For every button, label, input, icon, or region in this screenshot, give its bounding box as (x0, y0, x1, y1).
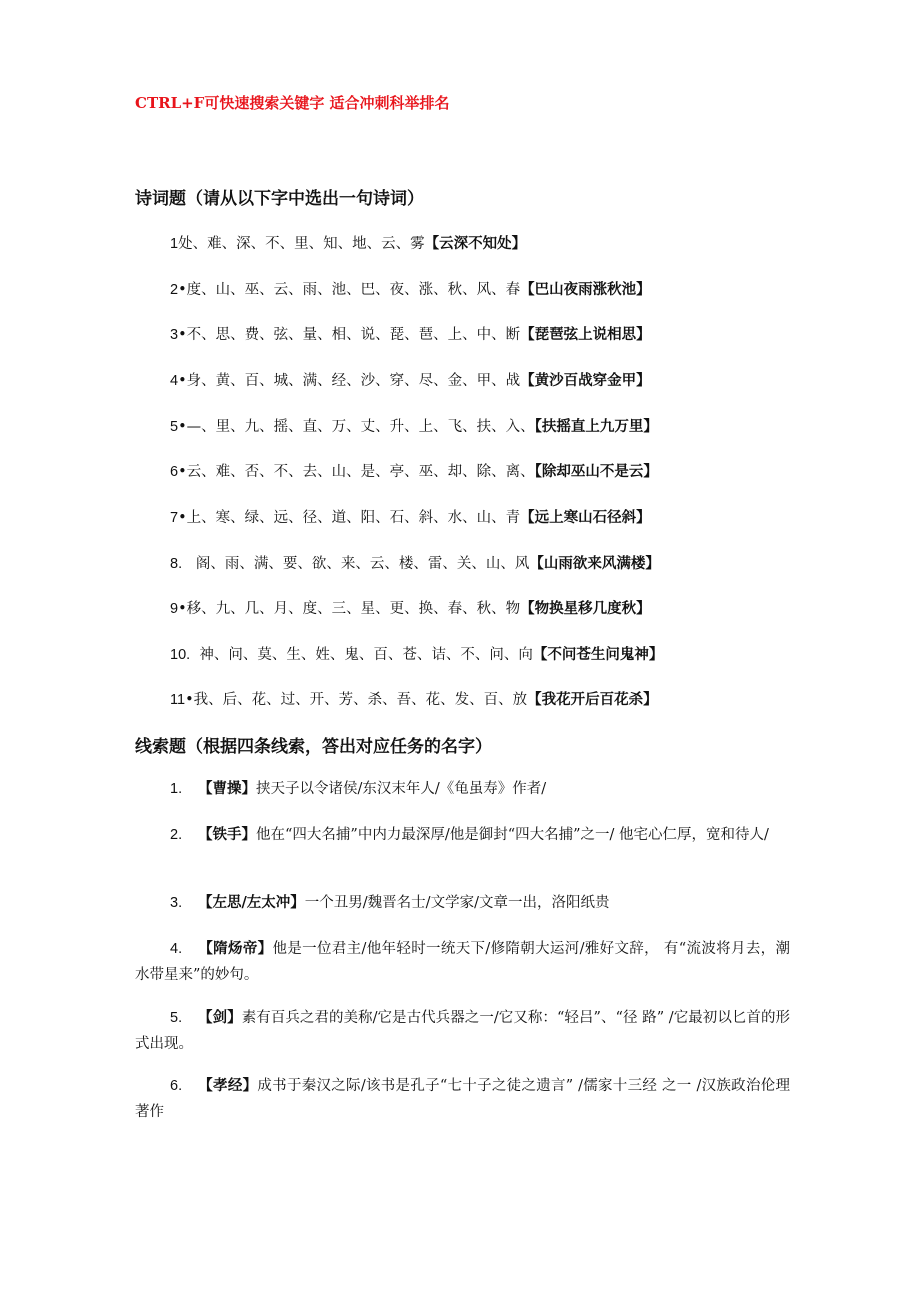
poem-item (170, 597, 651, 618)
poem-item-number: 10. (170, 647, 191, 663)
clue-item-number: 4. (170, 941, 183, 957)
poem-item-answer: 【山雨欲来风满楼】 (529, 555, 660, 572)
clue-section-heading: 线索题（根据四条线索，答出对应任务的名字） (135, 737, 492, 757)
poem-item-separator (182, 556, 196, 572)
clue-item-answer: 【隋炀帝】 (198, 940, 273, 957)
poem-item (170, 278, 651, 299)
poem-item-answer: 【黄沙百战穿金甲】 (520, 372, 651, 389)
clue-item-answer: 【孝经】 (198, 1077, 258, 1094)
clue-item-text: 挟天子以令诸侯/东汉末年人/《龟虽寿》作者/ (256, 781, 547, 797)
clue-item (135, 1005, 790, 1057)
clue-item-text: 他在“四大名捕”中内力最深厚/他是御封“四大名捕”之一/ 他宅心仁厚，宽和待人/ (256, 827, 769, 843)
poem-item-number: 1 (170, 236, 179, 252)
poem-item-separator: • (178, 373, 187, 389)
clue-item-number: 3. (170, 895, 183, 911)
clue-item-number: 2. (170, 827, 183, 843)
poem-item-answer: 【扶摇直上九万里】 (534, 418, 658, 435)
poem-item-separator: • (178, 510, 187, 526)
poem-item (170, 552, 660, 573)
poem-item (170, 506, 651, 527)
clue-item-number: 5. (170, 1010, 183, 1026)
clue-item (135, 1073, 790, 1125)
poem-item-number: 2 (170, 282, 179, 298)
poem-item-chars: 上、寒、绿、远、径、道、阳、石、斜、水、山、青 (186, 510, 521, 526)
poem-item-answer: 【物换星移几度秋】 (520, 600, 651, 617)
poem-item-number: 5 (170, 419, 179, 435)
clue-item (135, 822, 790, 848)
poem-item-answer: 【我花开后百花杀】 (527, 691, 658, 708)
poem-item-answer: 【琵琶弦上说相思】 (520, 326, 651, 343)
poem-item (170, 460, 658, 481)
poem-item-separator: • (178, 327, 187, 343)
clue-item-text: 素有百兵之君的美称/它是古代兵器之一/它又称：“轻吕”、“径 路” /它最初以匕首的形式出现。 (135, 1010, 791, 1052)
poem-item-answer: 【巴山夜雨涨秋池】 (520, 281, 651, 298)
poetry-section-heading: 诗词题（请从以下字中选出一句诗词） (135, 189, 424, 209)
poem-item-number: 3 (170, 327, 179, 343)
poem-item (170, 643, 663, 664)
search-tip-banner: CTRL+F可快速搜索关键字 适合冲刺科举排名 (135, 94, 450, 112)
poem-item (170, 323, 651, 344)
poem-item-separator: • (178, 282, 187, 298)
poem-item-chars: 移、九、几、月、度、三、星、更、换、春、秋、物 (186, 601, 521, 617)
poem-item-number: 9 (170, 601, 179, 617)
poem-item-number: 11 (170, 692, 186, 708)
poem-item (170, 688, 658, 709)
poem-item-chars: 处、难、深、不、里、知、地、云、雾 (178, 236, 425, 252)
clue-item (135, 890, 790, 916)
clue-item-answer: 【铁手】 (198, 826, 256, 843)
clue-item-number: 6. (170, 1078, 183, 1094)
poem-item-separator: • (178, 419, 187, 435)
poem-item-chars: 我、后、花、过、开、芳、杀、吾、花、发、百、放 (193, 692, 528, 708)
poem-item-number: 4 (170, 373, 179, 389)
poem-item-separator: • (178, 464, 187, 480)
clue-item-text: 成书于秦汉之际/该书是孔子“七十子之徒之遗言” /儒家十三经 之一 /汉族政治伦理著作 (135, 1078, 790, 1120)
poem-item-number: 7 (170, 510, 179, 526)
poem-item-answer: 【不问苍生问鬼神】 (532, 646, 664, 663)
clue-item-answer: 【左思/左太冲】 (198, 894, 305, 911)
poem-item (170, 369, 651, 390)
clue-item-answer: 【剑】 (198, 1009, 242, 1026)
poem-item-number: 8. (170, 556, 183, 572)
clue-item (135, 936, 790, 988)
clue-item-text: 他是一位君主/他年轻时一统天下/修隋朝大运河/雅好文辞， 有“流波将月去，潮水带星来”的妙句。 (135, 941, 790, 983)
poem-item-separator: • (178, 601, 187, 617)
poem-item-chars: 度、山、巫、云、雨、池、巴、夜、涨、秋、风、春 (186, 282, 521, 298)
clue-item-answer: 【曹操】 (198, 780, 256, 797)
clue-item-number: 1. (170, 781, 183, 797)
poem-item (170, 415, 658, 436)
poem-item-chars: 云、难、否、不、去、山、是、亭、巫、却、除、离、 (186, 464, 535, 480)
poem-item-answer: 【云深不知处】 (424, 235, 527, 252)
poem-item-separator: • (185, 692, 194, 708)
poem-item-answer: 【除却巫山不是云】 (534, 463, 658, 480)
poem-item-chars: 神、问、莫、生、姓、鬼、百、苍、诘、不、问、向 (199, 647, 533, 663)
poem-item-number: 6 (170, 464, 179, 480)
clue-item-text: 一个丑男/魏晋名士/文学家/文章一出，洛阳纸贵 (304, 895, 610, 911)
poem-item-answer: 【远上寒山石径斜】 (520, 509, 651, 526)
poem-item-chars: 不、思、费、弦、量、相、说、琵、琶、上、中、断 (186, 327, 521, 343)
poem-item-chars: 身、黄、百、城、满、经、沙、穿、尽、金、甲、战 (186, 373, 521, 389)
poem-item-chars: 阁、雨、满、要、欲、来、云、楼、雷、关、山、风 (195, 556, 530, 572)
poem-item (170, 232, 526, 253)
clue-item (135, 776, 790, 802)
poem-item-separator (190, 647, 199, 663)
poem-item-chars: —、里、九、摇、直、万、丈、升、上、飞、扶、入、 (186, 419, 535, 435)
